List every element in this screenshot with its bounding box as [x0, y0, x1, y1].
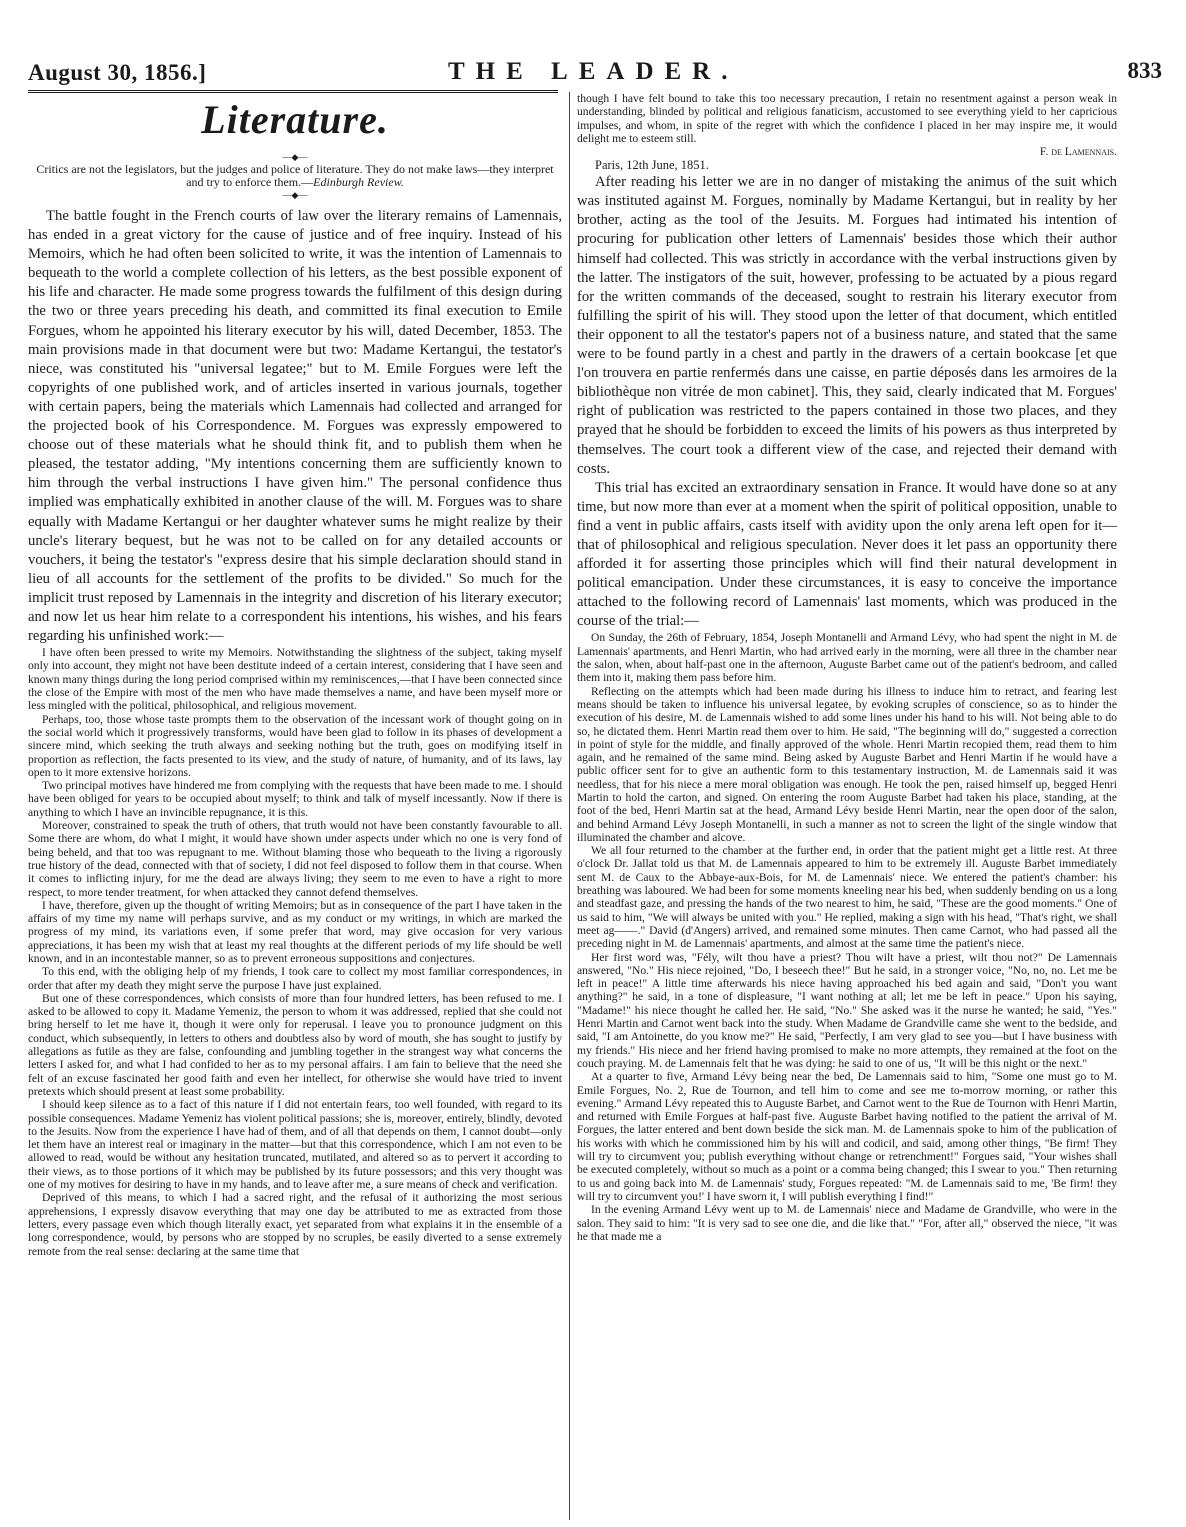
- record-paragraph: Reflecting on the attempts which had been made during his illness to induce him to retract, and fearing lest means should be taken to influence his universal legatee, by evoking scruples of conscience, so as to hinder the execution of his desire, M. de Lamennais wished to add some lines under his hand to his will. Not being able to do so, he dictated them. Henri Martin read them over to him. He said, "The beginning will do," suggested a correction in point of style for the middle, and finally approved of the whole. Henri Martin recopied them, read them to him again, and he remained of the same mind. Being asked by Auguste Barbet and Henri Martin if he would have a public officer sent for to give an authentic form to this testamentary instruction, M. de Lamennais said it was needless, that for his niece a mere moral obligation was enough. He took the pen, raised himself up, begged Henri Martin to hold the carton, and signed. On entering the room Auguste Barbet had taken his place, standing, at the foot of the bed, Henri Martin sat at the head, Armand Lévy beside Henri Martin, near the open door of the salon, and behind Armand Lévy Joseph Montanelli, in such a manner as not to screen the light of the single window that illuminated the chamber and alcove.: [577, 684, 1117, 844]
- record-paragraph: We all four returned to the chamber at the further end, in order that the patient might get a little rest. At three o'clock Dr. Jallat told us that M. de Lamennais appeared to him to be extremely ill. Auguste Barbet immediately sent M. de Caux to the Abbaye-aux-Bois, for M. de Lamennais' niece. We entered the patient's chamber: his breathing was laboured. We had been for some moments kneeling near his bed, when suddenly bending on us a long and steadfast gaze, and pressing the hands of the two nearest to him, he said, "These are the good moments." One of us said to him, "We will always be united with you." He replied, making a sign with his head, "That's right, we shall meet ag——." David (d'Angers) arrived, and remained some minutes. Then came Carnot, who had passed all the preceding night in M. de Lamennais' apartments, and almost at the same time the patient's niece.: [577, 844, 1117, 951]
- letter-paragraph: Moreover, constrained to speak the truth of others, that truth would not have been constantly favourable to all. Some there are whom, do what I might, it would have shown under aspects under which no one is very fond of being beheld, and that too was repugnant to me. Without blaming those who bequeath to the living a rigorously true history of the dead, connected with that of society, I did not feel disposed to follow them in that course. When it comes to inflicting injury, for me the dead are always living; they seem to me even to have a right to more respect, to more tender treatment, for when attacked they cannot defend themselves.: [28, 819, 562, 899]
- left-column: [28, 92, 562, 1520]
- ornament-divider: —◆—: [282, 190, 308, 200]
- letter-paragraph: To this end, with the obliging help of my friends, I took care to collect my most familiar correspondences, in order that after my death they might serve the purpose I have just explained.: [28, 965, 562, 992]
- record-paragraph: At a quarter to five, Armand Lévy being near the bed, De Lamennais said to him, "Some one must go to M. Emile Forgues, No. 2, Rue de Tournon, and tell him to come and see me to-morrow morning, or rather this evening." Armand Lévy repeated this to Auguste Barbet, and Carnot went to the Rue de Tournon with Henri Martin, and returned with Emile Forgues at half-past five. Auguste Barbet having notified to the patient the arrival of M. Forgues, the latter entered and bent down beside the sick man. M. de Lamennais spoke to him of the publication of his works with which he commissioned him by his will and codicil, and said, among other things, "Be firm! They will try to circumvent you; publish everything without change or retrenchment!" Forgues said, "Your wishes shall be executed completely, without so much as a point or a comma being changed; this I swear to you." Then returning to us and going back into M. de Lamennais' study, Forgues repeated: "M. de Lamennais said to me, 'Be firm! they will try to circumvent you!' I have sworn it, I will publish everything I find!": [577, 1070, 1117, 1203]
- letter-paragraph: Two principal motives have hindered me from complying with the requests that have been made to me. I should have been obliged for years to be occupied about myself; to think and talk of myself incessantly. Now if there is anything to which I have an invincible repugnance, it is this.: [28, 779, 562, 819]
- newspaper-title: THE LEADER.: [448, 58, 739, 85]
- commentary-paragraph: After reading his letter we are in no danger of mistaking the animus of the suit which was instituted against M. Forgues, nominally by Madame Kertangui, but in reality by her brother, acting as the tool of the Jesuits. M. Forgues had intimated his intention of procuring for publication other letters of Lamennais' besides those which their author himself had collected. This was strictly in accordance with the verbal instructions given by the latter. The instigators of the suit, however, professing to be actuated by a pious regard for the written commands of the deceased, sought to restrain his literary executor from fulfilling the spirit of his will. They stood upon the letter of that document, which entitled their opponent to all the testator's papers not of a business nature, and stated that the same were to be found partly in a chest and partly in the drawers of a certain bookcase [et que l'on trouvera en partie renfermés dans une caisse, en partie déposés dans les armoires de la bibliothèque non vitrée de mon cabinet]. This, they said, clearly indicated that M. Forgues' right of publication was restricted to the papers contained in those two places, and they prayed that he should be forbidden to exceed the limits of his powers as thus interpreted by themselves. The court took a different view of the case, and rejected their demand with costs.: [577, 174, 1117, 477]
- commentary-text: [577, 173, 1117, 631]
- memoir-letter: [28, 646, 562, 1258]
- issue-date: August 30, 1856.]: [28, 60, 207, 85]
- letter-signature: F. de Lamennais.: [1039, 145, 1117, 159]
- letter-paragraph: I have, therefore, given up the thought of writing Memoirs; but as in consequence of the part I have taken in the affairs of my time my name will perhaps survive, and as my conduct or my writings, in which are marked the progress of my mind, its variations even, if some prefer that word, may give occasion for very various appreciations, it has been my wish that at least my real thoughts at the different periods of my life should be well known, and in an incontestable manner, so as to prevent erroneous suppositions and conjectures.: [28, 898, 562, 965]
- section-title: Literature.: [201, 97, 389, 142]
- trial-record: [577, 631, 1117, 1243]
- letter-dateline: Paris, 12th June, 1851.: [595, 158, 709, 173]
- letter-paragraph: But one of these correspondences, which consists of more than four hundred letters, has been refused to me. I asked to be allowed to copy it. Madame Yemeniz, the person to whom it was addressed, replied that she could not bring herself to let me have it, though it were only for reperusal. I leave you to pronounce judgment on this conduct, which subsequently, in letters to others and doubtless also by word of mouth, she has sought to justify by allegations as futile as they are false, confounding and jumbling together in the strangest way what concerns the letters I asked for, and what I had confided to her as to my personal affairs. I am fain to believe that the need she felt of an excuse fascinated her good faith and even her intellect, for otherwise she would have tried to invent pretexts which should present at least some probability.: [28, 991, 562, 1098]
- ornament-divider: —◆—: [282, 152, 308, 162]
- record-paragraph: Her first word was, "Fély, wilt thou have a priest? Thou wilt have a priest, wilt thou not?" De Lamennais answered, "No." His niece rejoined, "Do, I beseech thee!" But he said, in a stronger voice, "No, no, no. Let me be left in peace!" A little time afterwards his niece having approached his bed again and said, "Don't you want anything?" he said, in a tone of displeasure, "I want nothing at all; let me be left in peace." Upon his saying, "Madame!" his niece thought he called her. He said, "No." She asked was it the nurse he wanted; he said, "Yes." Henri Martin and Carnot went back into the study. When Madame de Grandville came she went to the bedside, and said, "I am Antoinette, do you know me?" He said, "Perfectly, I am very glad to see you—but I have business with my friends." His niece and her friend having promised to make no more attempts, they remained at the foot on the couch praying. M. de Lamennais felt that he was dying: he said to one of us, "It will be this night or the next.": [577, 950, 1117, 1070]
- record-paragraph: In the evening Armand Lévy went up to M. de Lamennais' niece and Madame de Grandville, who were in the salon. They said to him: "It is very sad to see one die, and die like that." "For, after all," observed the niece, "it was he that made me a: [577, 1203, 1117, 1243]
- letter-paragraph: I should keep silence as to a fact of this nature if I did not entertain fears, too well founded, with regard to its possible consequences. Madame Yemeniz has violent political passions; she is, moreover, entirely, blindly, devoted to the Jesuits. Now from the experience I have had of them, and of all that depends on them, I cannot doubt—only let them have an interest real or imaginary in the matter—but that this correspondence, which I am not even to be allowed to read, would be without any hesitation truncated, mutilated, and altered so as to pervert it according to their views, as to those portions of it which may be published by its future possessors; and this very thought was one of my motives for desiring to have in my hands, and to leave after me, a sure means of check and verification.: [28, 1098, 562, 1192]
- epigraph-source: Edinburgh Review.: [313, 175, 404, 189]
- intro-text: [28, 207, 562, 646]
- letter-signature-line: [577, 145, 1117, 158]
- column-divider: [569, 92, 570, 1520]
- letter-paragraph: though I have felt bound to take this too necessary precaution, I retain no resentment against a person weak in understanding, blinded by political and religious fanaticism, accustomed to see everything yield to her capricious impulses, and whom, in spite of the regret with which the confidence I placed in her may inspire me, it would delight me to esteem still.: [577, 92, 1117, 145]
- letter-paragraph: Deprived of this means, to which I had a sacred right, and the refusal of it authorizing the most serious apprehensions, I expressly disavow everything that may one day be attributed to me as extracted from those letters, every passage even which though literally exact, yet separated from what explains it in the ensemble of a long correspondence, would, by persons who are stopped by no scruples, be easily diverted to a sense extremely remote from the real sense: declaring at the same time that: [28, 1191, 562, 1258]
- masthead: [28, 52, 1162, 88]
- page-number: 833: [1127, 58, 1162, 83]
- intro-paragraph: The battle fought in the French courts of law over the literary remains of Lamennais, has ended in a great victory for the cause of justice and of free inquiry. Instead of his Memoirs, which he had often been solicited to write, it was the intention of Lamennais to bequeath to the world a complete collection of his letters, as the best possible exponent of his life and character. He made some progress towards the fulfilment of this design during the two or three years preceding his death, and committed its final execution to Emile Forgues, whom he appointed his literary executor by his will, dated December, 1853. The main provisions made in that document were but two: Madame Kertangui, the testator's niece, was constituted his "universal legatee;" but to M. Emile Forgues were left the copyrights of one published work, and of articles inserted in various journals, together with certain papers, being the materials which Lamennais had collected and arranged for the projected book of his Correspondence. M. Forgues was expressly empowered to choose out of these materials what he should think fit, and to publish them when he pleased, the testator adding, "My intentions concerning them are sufficiently known to him through the verbal instructions I have given him." The personal confidence thus implied was emphatically exhibited in another clause of the will. M. Forgues was to share equally with Madame Kertangui or her daughter whatever sums he might realize by their uncle's literary bequest, but he was not to be called on for any detailed accounts or vouchers, it being the testator's "express desire that his simple declaration should stand in lieu of all accounts for the settlement of the profits to be divided." So much for the implicit trust reposed by Lamennais in the integrity and discretion of his literary executor; and now let us hear him relate to a correspondent his intentions, his wishes, and his fears regarding his unfinished work:—: [28, 208, 562, 645]
- letter-paragraph: I have often been pressed to write my Memoirs. Notwithstanding the slightness of the subject, taking myself only into account, they might not have been destitute indeed of a certain interest, considering that I have seen and known many things during the long period comprised within my reminiscences,—that I have been connected since the close of the Empire with most of the men who have made themselves a name, and have been myself more or less mingled with the political, philosophical, and religious movement.: [28, 646, 562, 713]
- epigraph-text: Critics are not the legislators, but the judges and police of literature. They do not make laws—they interpret and try to enforce them.—: [36, 162, 554, 189]
- right-column: [577, 92, 1117, 1520]
- letter-paragraph: Perhaps, too, those whose taste prompts them to the observation of the incessant work of thought going on in the social world which it progressively transforms, would have been glad to follow in its phases of development a sincere mind, which seeking the truth always and seeking nothing but the truth, goes on modifying itself in proportion as reflection, the facts presented to its view, and the study of nature, of humanity, and of its laws, lay open to it more extensive horizons.: [28, 712, 562, 779]
- letter-continuation: [577, 92, 1117, 158]
- commentary-paragraph: This trial has excited an extraordinary sensation in France. It would have done so at any time, but now more than ever at a moment when the spirit of political opposition, unable to find a vent in public affairs, casts itself with avidity upon the only arena left open for it—that of philosophical and religious speculation. Never does it let pass an opportunity there afforded it for asserting those principles which will find their natural development in political emancipation. Under these circumstances, it is easy to conceive the importance attached to the following record of Lamennais' last moments, which was produced in the course of the trial:—: [577, 479, 1117, 630]
- epigraph: [28, 163, 562, 189]
- record-paragraph: On Sunday, the 26th of February, 1854, Joseph Montanelli and Armand Lévy, who had spent the night in M. de Lamennais' apartments, and Henri Martin, who had arrived early in the morning, were all three in the chamber near the salon, when, about half-past one in the afternoon, Auguste Barbet came out of the patient's bedroom, and called them into it, making them pass before him.: [577, 631, 1117, 685]
